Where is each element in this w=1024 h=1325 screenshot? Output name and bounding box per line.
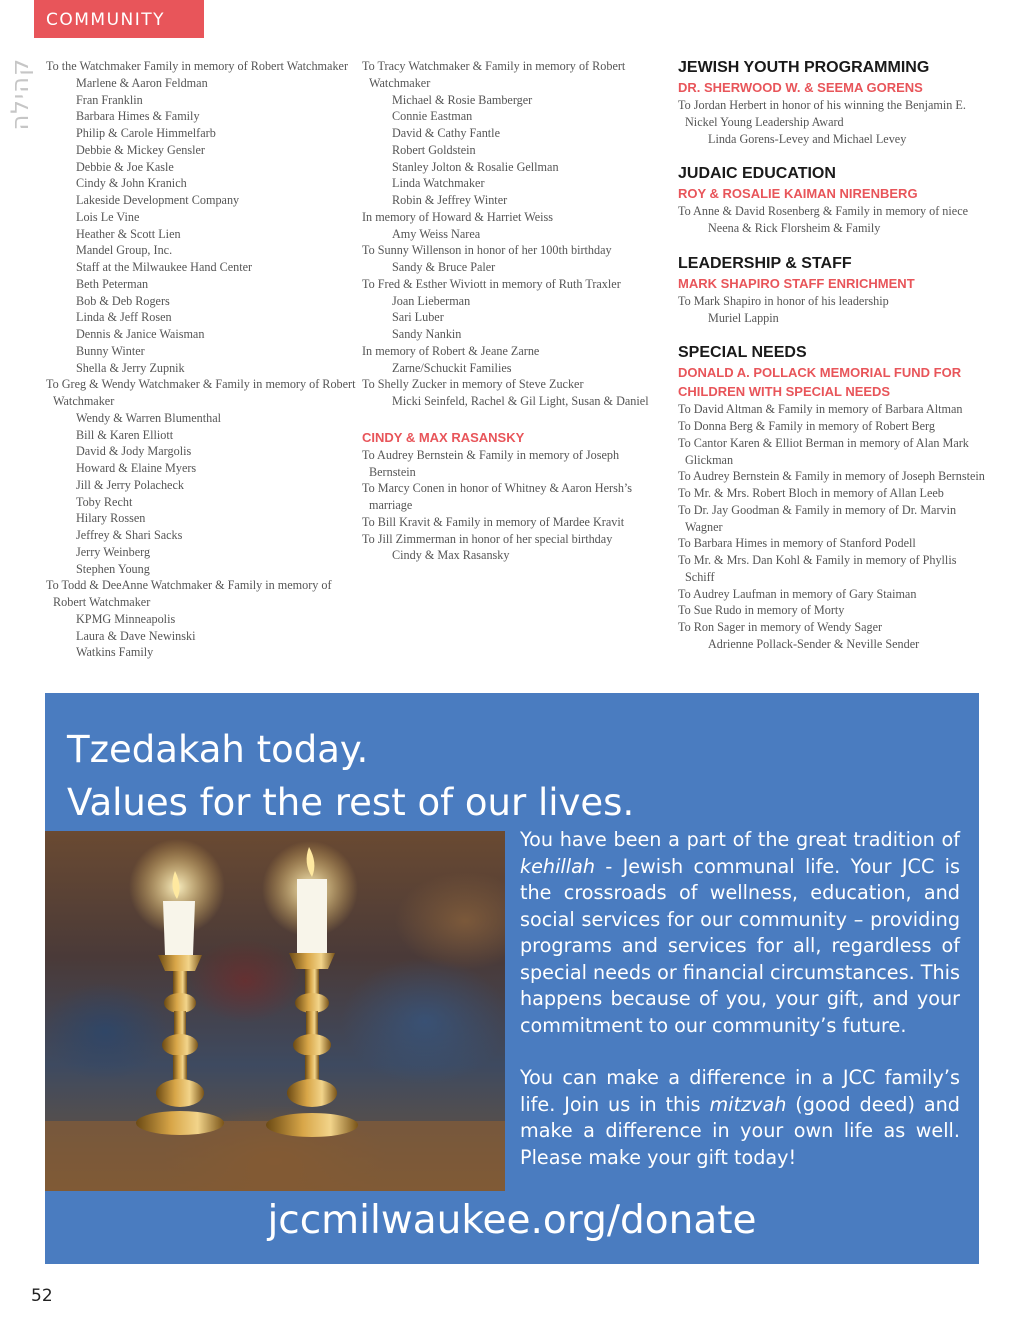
donor-name: Linda & Jeff Rosen — [76, 310, 172, 325]
dedication-line: To Audrey Laufman in memory of Gary Staiman — [678, 586, 917, 601]
dedication-line: To Donna Berg & Family in memory of Robert Berg — [678, 419, 935, 433]
dedication-line: To Todd & DeeAnne Watchmaker & Family in memory of Robert Watchmaker — [46, 578, 332, 609]
donor-name: Connie Eastman — [392, 109, 473, 124]
donor-name: Marlene & Aaron Feldman — [76, 75, 208, 90]
donor-name: Hilary Rossen — [76, 511, 146, 526]
donor-column-2 — [362, 58, 667, 564]
donor-column-3 — [678, 58, 988, 653]
donor-name: Robin & Jeffrey Winter — [392, 193, 508, 207]
section-list — [678, 203, 988, 237]
donor-name: David & Cathy Fantle — [392, 126, 500, 140]
fund-title: ROY & ROSALIE KAIMAN NIRENBERG — [678, 186, 918, 202]
fund-title-rasansky: CINDY & MAX RASANSKY — [362, 429, 525, 445]
fund-title: MARK SHAPIRO STAFF ENRICHMENT — [678, 275, 915, 291]
banner-body-text — [520, 827, 960, 1197]
donor-name: Zarne/Schuckit Families — [392, 360, 512, 375]
donor-name: David & Jody Margolis — [76, 444, 192, 459]
dedication-line: To Bill Kravit & Family in memory of Mardee Kravit — [362, 514, 625, 529]
donor-name: Robert Goldstein — [392, 142, 476, 157]
donor-name: Philip & Carole Himmelfarb — [76, 126, 216, 140]
dedication-line: In memory of Robert & Jeane Zarne — [362, 343, 540, 358]
dedication-line: To Sunny Willenson in honor of her 100th birthday — [362, 243, 612, 258]
donor-name: Linda Watchmaker — [392, 176, 485, 191]
dedication-line: To Shelly Zucker in memory of Steve Zucker — [362, 377, 584, 392]
donor-name: KPMG Minneapolis — [76, 611, 176, 626]
donor-name: Toby Recht — [76, 494, 133, 509]
section-list — [678, 401, 988, 652]
dedication-line: To the Watchmaker Family in memory of Robert Watchmaker — [46, 59, 349, 73]
donor-name: Bill & Karen Elliott — [76, 427, 174, 442]
donor-name: Heather & Scott Lien — [76, 226, 181, 241]
candlesticks-photo — [45, 831, 505, 1191]
vertical-hebrew-label: קהילה — [6, 58, 34, 131]
dedication-line: To Fred & Esther Wiviott in memory of Ruth Traxler — [362, 276, 621, 291]
donor-name: Cindy & Max Rasansky — [392, 548, 510, 563]
banner-headline — [67, 723, 634, 829]
donor-name: Watkins Family — [76, 645, 154, 660]
donor-name: Neena & Rick Florsheim & Family — [708, 221, 881, 235]
banner-paragraph-1: You have been a part of the great tradition of kehillah - Jewish communal life. Your JCC is the crossroads of wellness, education, and social services for our community – providing programs and services for all, regardless of special needs or financial circumstances. This happens because of you, your gift, and your commitment to our community’s future. — [520, 828, 961, 1037]
dedication-line: To Audrey Bernstein & Family in memory of Joseph Bernstein — [678, 469, 985, 484]
dedication-line: To Marcy Conen in honor of Whitney & Aaron Hersh’s marriage — [362, 481, 633, 512]
donor-name: Adrienne Pollack-Sender & Neville Sender — [708, 636, 920, 651]
donor-name: Bunny Winter — [76, 343, 145, 358]
dedication-line: To Anne & David Rosenberg & Family in memory of niece — [678, 204, 969, 219]
donor-name: Howard & Elaine Myers — [76, 461, 197, 475]
donor-name: Jerry Weinberg — [76, 544, 151, 559]
donor-name: Shella & Jerry Zupnik — [76, 360, 185, 375]
dedication-line: To Barbara Himes in memory of Stanford Podell — [678, 536, 916, 551]
col2-list — [362, 58, 667, 410]
headline-line-2: Values for the rest of our lives. — [67, 781, 635, 824]
donor-name: Linda Gorens-Levey and Michael Levey — [708, 131, 907, 146]
donor-name: Muriel Lappin — [708, 310, 779, 325]
donor-name: Mandel Group, Inc. — [76, 243, 173, 258]
donor-name: Jeffrey & Shari Sacks — [76, 528, 183, 542]
section-tab: COMMUNITY — [34, 0, 204, 38]
fund-title: DONALD A. POLLACK MEMORIAL FUND FOR CHILDREN WITH SPECIAL NEEDS — [678, 365, 962, 400]
dedication-line: In memory of Howard & Harriet Weiss — [362, 209, 554, 224]
donor-name: Stanley Jolton & Rosalie Gellman — [392, 159, 559, 174]
section-heading: JUDAIC EDUCATION — [678, 165, 836, 183]
donor-name: Sari Luber — [392, 310, 444, 325]
rasansky-list — [362, 447, 667, 564]
donor-name: Wendy & Warren Blumenthal — [76, 410, 222, 425]
dedication-line: To Mr. & Mrs. Dan Kohl & Family in memory of Phyllis Schiff — [678, 553, 957, 584]
page-number: 52 — [31, 1286, 53, 1306]
dedication-line: To Audrey Bernstein & Family in memory of Joseph Bernstein — [362, 447, 620, 479]
headline-line-1: Tzedakah today. — [67, 728, 369, 771]
donor-name: Lois Le Vine — [76, 209, 140, 224]
section-list — [678, 97, 988, 147]
dedication-line: To Mark Shapiro in honor of his leadership — [678, 293, 889, 308]
candlesticks-illustration — [45, 831, 505, 1191]
section-heading: LEADERSHIP & STAFF — [678, 254, 852, 272]
donor-name: Sandy & Bruce Paler — [392, 260, 496, 274]
donor-name: Micki Seinfeld, Rachel & Gil Light, Susan & Daniel — [392, 394, 649, 408]
dedication-line: To Jill Zimmerman in honor of her special birthday — [362, 531, 613, 546]
donor-name: Dennis & Janice Waisman — [76, 327, 205, 341]
donor-name: Lakeside Development Company — [76, 193, 240, 207]
dedication-line: To David Altman & Family in memory of Barbara Altman — [678, 402, 963, 417]
section-list — [678, 293, 988, 327]
section-heading: JEWISH YOUTH PROGRAMMING — [678, 59, 930, 76]
dedication-line: To Greg & Wendy Watchmaker & Family in memory of Robert Watchmaker — [46, 377, 356, 408]
donor-name: Bob & Deb Rogers — [76, 293, 170, 308]
donor-name: Barbara Himes & Family — [76, 109, 200, 124]
donor-name: Michael & Rosie Bamberger — [392, 92, 533, 107]
donor-name: Amy Weiss Narea — [392, 226, 481, 241]
banner-paragraph-2: You can make a difference in a JCC family’s life. Join us in this mitzvah (good deed) and make a difference in your own life as well. Please make your gift today! — [520, 1066, 960, 1169]
donor-name: Staff at the Milwaukee Hand Center — [76, 260, 253, 274]
dedication-line: To Dr. Jay Goodman & Family in memory of Dr. Marvin Wagner — [678, 502, 957, 534]
donate-banner — [45, 693, 979, 1264]
dedication-line: To Cantor Karen & Elliot Berman in memory of Alan Mark Glickman — [678, 435, 969, 467]
fund-title: DR. SHERWOOD W. & SEEMA GORENS — [678, 80, 923, 95]
donor-column-1 — [46, 58, 356, 661]
dedication-line: To Jordan Herbert in honor of his winning the Benjamin E. Nickel Young Leadership Award — [678, 98, 966, 129]
dedication-line: To Tracy Watchmaker & Family in memory of Robert Watchmaker — [362, 59, 626, 90]
donor-name: Jill & Jerry Polacheck — [76, 477, 184, 492]
section-heading: SPECIAL NEEDS — [678, 344, 807, 362]
donor-name: Fran Franklin — [76, 92, 143, 107]
donor-name: Joan Lieberman — [392, 293, 471, 308]
donor-name: Stephen Young — [76, 561, 150, 576]
donor-name: Beth Peterman — [76, 276, 149, 291]
donor-name: Debbie & Mickey Gensler — [76, 142, 205, 157]
donor-name: Sandy Nankin — [392, 327, 462, 341]
donor-name: Laura & Dave Newinski — [76, 628, 196, 643]
donor-name: Cindy & John Kranich — [76, 176, 187, 191]
dedication-line: To Mr. & Mrs. Robert Bloch in memory of Allan Leeb — [678, 486, 944, 500]
donor-name: Debbie & Joe Kasle — [76, 159, 174, 174]
dedication-line: To Ron Sager in memory of Wendy Sager — [678, 620, 883, 634]
donate-url-link[interactable]: jccmilwaukee.org/donate — [267, 1198, 757, 1243]
dedication-line: To Sue Rudo in memory of Morty — [678, 603, 845, 618]
